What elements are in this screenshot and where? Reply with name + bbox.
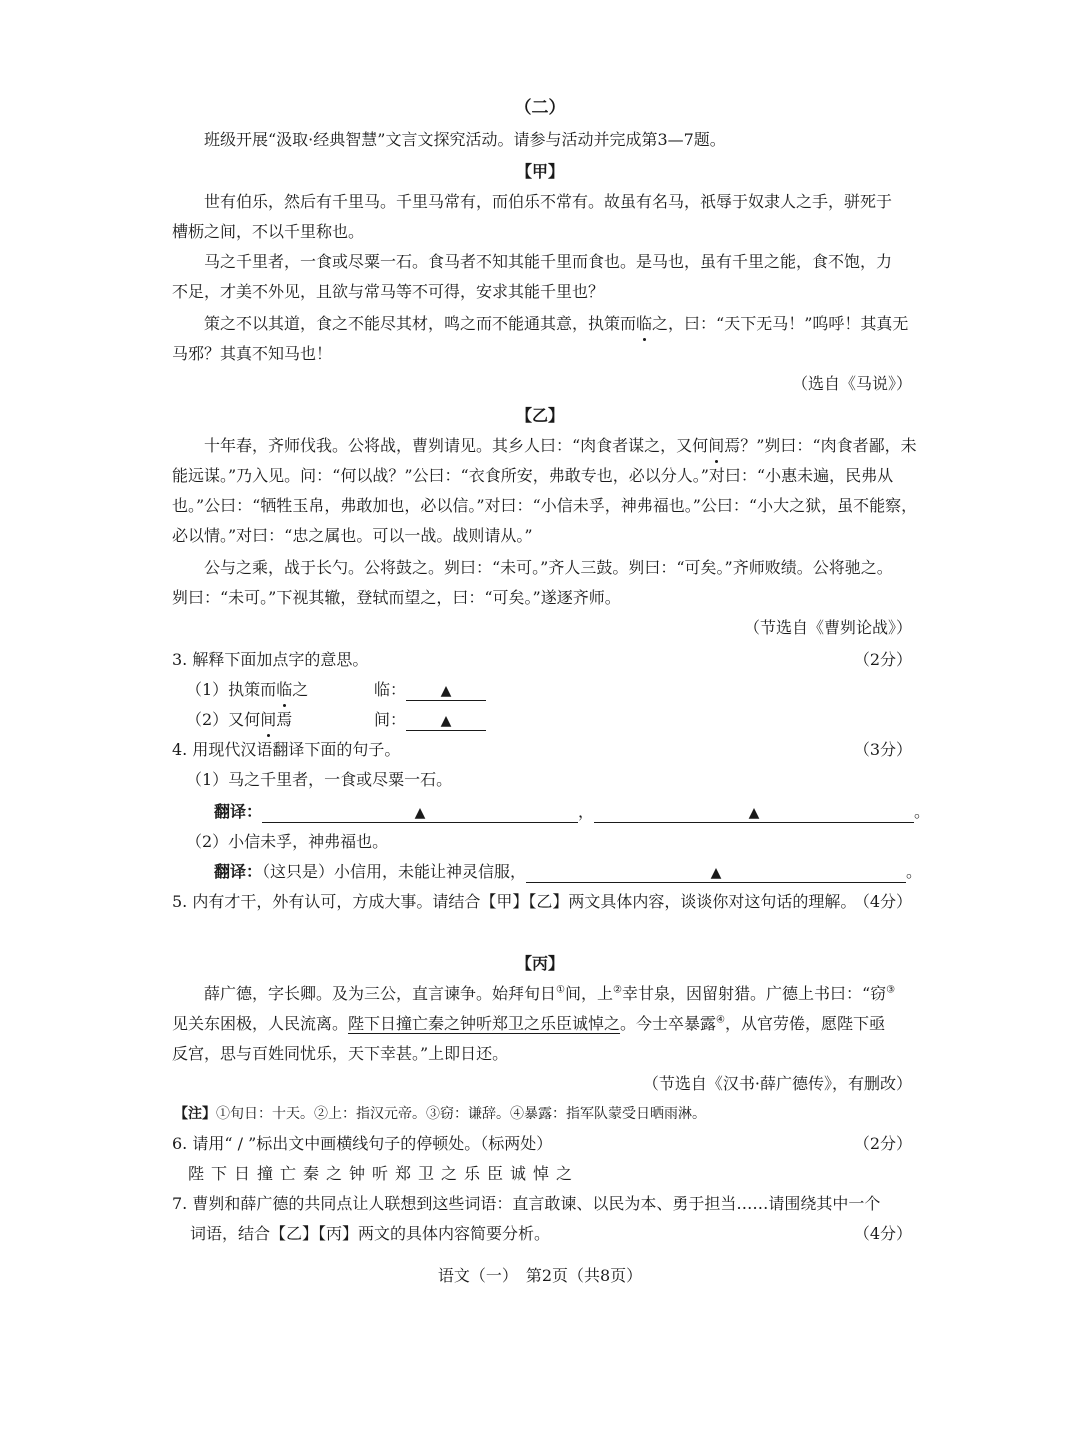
q7-line1: 7. 曹刿和薛广德的共同点让人联想到这些词语：直言敢谏、以民为本、勇于担当……请围绕其中一个 xyxy=(172,1194,881,1213)
translate-label: 翻译： xyxy=(214,862,263,881)
q4-given-translation: （这只是）小信用，未能让神灵信服， xyxy=(262,862,527,881)
q3-item1-text-b: 之 xyxy=(292,680,309,699)
q4-answer-blank-2[interactable] xyxy=(526,862,906,883)
q3-item2-text-b: 焉 xyxy=(276,710,293,729)
q6-score: （2分） xyxy=(853,1134,912,1153)
comma: ， xyxy=(578,802,595,821)
bing-line2-text-b: 。今士卒暴露 xyxy=(620,1014,717,1033)
bing-line3: 反宫，思与百姓同忧乐，天下幸甚。”上即日还。 xyxy=(172,1044,509,1063)
bing-line1-text-b: 间，上 xyxy=(564,984,613,1003)
yi-line2: 能远谋。”乃入见。问：“何以战？”公曰：“衣食所安，弗敢专也，必以分人。”对曰：“小惠未遍，民弗从 xyxy=(172,466,894,485)
footnote-ref-2: ② xyxy=(613,984,622,996)
q6-sentence[interactable]: 陛下日撞亡秦之钟听郑卫之乐臣诚悼之 xyxy=(188,1164,580,1183)
q3-answer-blank-2[interactable] xyxy=(406,710,486,731)
intro-text: 班级开展“汲取·经典智慧”文言文探究活动。请参与活动并完成第3—7题。 xyxy=(204,130,726,149)
q4-translate-2 xyxy=(214,860,922,884)
period: 。 xyxy=(914,802,931,821)
q3-item2-answer xyxy=(374,708,486,732)
section-title: （二） xyxy=(514,98,566,118)
jia-p3-text-a: 策之不以其道，食之不能尽其材，鸣之而不能通其意，执策而 xyxy=(204,314,637,333)
translate-label: 翻译： xyxy=(214,802,263,821)
triangle-marker: ▲ xyxy=(710,865,722,881)
yi-line1-text-b: 焉？”刿曰：“肉食者鄙，未 xyxy=(724,436,917,455)
q4-stem: 4. 用现代汉语翻译下面的句子。 xyxy=(172,740,401,759)
heading-yi: 【乙】 xyxy=(515,406,564,425)
underlined-sentence: 陛下日撞亡秦之钟听郑卫之乐臣诚悼之 xyxy=(348,1014,621,1033)
jia-p3-text-b: 之，曰：“天下无马！”呜呼！其真无 xyxy=(652,314,909,333)
dotted-char: 间 xyxy=(260,708,276,732)
triangle-marker: ▲ xyxy=(440,713,452,729)
dotted-char: 临 xyxy=(276,678,292,702)
yi-source: （节选自《曹刿论战》） xyxy=(743,618,912,637)
bing-line1-text-a: 薛广德，字长卿。及为三公，直言谏争。始拜旬日 xyxy=(204,984,557,1003)
jia-p1-line2: 槽枥之间，不以千里称也。 xyxy=(172,222,365,241)
q3-score: （2分） xyxy=(853,650,912,669)
jia-p3-line1 xyxy=(204,312,908,336)
q7-line2: 词语，结合【乙】【丙】两文的具体内容简要分析。 xyxy=(190,1224,551,1243)
q4-translate-1 xyxy=(214,800,930,824)
yi-line4: 必以情。”对曰：“忠之属也。可以一战。战则请从。” xyxy=(172,526,533,545)
bing-line2 xyxy=(172,1012,885,1036)
triangle-marker: ▲ xyxy=(414,805,426,821)
triangle-marker: ▲ xyxy=(748,805,760,821)
jia-p2-line2: 不足，才美不外见，且欲与常马等不可得，安求其能千里也？ xyxy=(172,282,605,301)
footnote-ref-1: ① xyxy=(556,984,565,996)
jia-source: （选自《马说》） xyxy=(791,374,912,393)
q3-item1-answer xyxy=(374,678,486,702)
q3-item2-label: 间： xyxy=(374,710,407,729)
dotted-char-lin: 临 xyxy=(636,312,652,336)
bing-line2-text-a: 见关东困极，人民流离。 xyxy=(172,1014,349,1033)
q3-answer-blank-1[interactable] xyxy=(406,680,486,701)
bing-line2-text-c: ，从官劳倦，愿陛下亟 xyxy=(725,1014,886,1033)
bing-source: （节选自《汉书·薛广德传》，有删改） xyxy=(642,1074,912,1093)
q3-stem: 3. 解释下面加点字的意思。 xyxy=(172,650,369,669)
q5-stem: 5. 内有才干，外有认可，方成大事。请结合【甲】【乙】两文具体内容，谈谈你对这句话的理解。 xyxy=(172,892,857,911)
jia-p1-line1: 世有伯乐，然后有千里马。千里马常有，而伯乐不常有。故虽有名马，祇辱于奴隶人之手，骈死于 xyxy=(204,192,893,211)
q3-item1-label: 临： xyxy=(374,680,407,699)
yi-line3: 也。”公曰：“牺牲玉帛，弗敢加也，必以信。”对曰：“小信未孚，神弗福也。”公曰：“小大之狱，虽不能察， xyxy=(172,496,918,515)
yi-line5: 公与之乘，战于长勺。公将鼓之。刿曰：“未可。”齐人三鼓。刿曰：“可矣。”齐师败绩。公将驰之。 xyxy=(204,558,893,577)
q4-sentence1: （1）马之千里者，一食或尽粟一石。 xyxy=(186,770,453,789)
jia-p2-line1: 马之千里者，一食或尽粟一石。食马者不知其能千里而食也。是马也，虽有千里之能，食不饱，力 xyxy=(204,252,893,271)
q5-score: （4分） xyxy=(853,892,912,911)
yi-line1 xyxy=(204,434,917,458)
jia-p3-line2: 马邪？其真不知马也！ xyxy=(172,344,333,363)
heading-jia: 【甲】 xyxy=(515,162,564,181)
q7-score: （4分） xyxy=(853,1224,912,1243)
period: 。 xyxy=(906,862,923,881)
note-text: ①旬日：十天。②上：指汉元帝。③窃：谦辞。④暴露：指军队蒙受日晒雨淋。 xyxy=(216,1106,706,1122)
q4-sentence2: （2）小信未孚，神弗福也。 xyxy=(186,832,389,851)
triangle-marker: ▲ xyxy=(440,683,452,699)
bing-line1-text-c: 幸甘泉，因留射猎。广德上书曰：“窃 xyxy=(621,984,887,1003)
q3-item1 xyxy=(186,678,308,702)
footnote-ref-4: ④ xyxy=(716,1014,726,1026)
dotted-char-jian: 间 xyxy=(708,434,724,458)
q6-stem: 6. 请用“ / ”标出文中画横线句子的停顿处。（标两处） xyxy=(172,1134,553,1153)
q4-answer-blank-1a[interactable] xyxy=(262,802,578,823)
page-footer: 语文（一） 第2页（共8页） xyxy=(437,1266,643,1285)
heading-bing: 【丙】 xyxy=(515,954,564,973)
yi-line6: 刿曰：“未可。”下视其辙，登轼而望之，曰：“可矣。”遂逐齐师。 xyxy=(172,588,621,607)
q3-item2-text-a: （2）又何 xyxy=(186,710,261,729)
q4-score: （3分） xyxy=(853,740,912,759)
bing-notes xyxy=(174,1102,706,1126)
footnote-ref-3: ③ xyxy=(886,984,896,996)
q3-item2 xyxy=(186,708,292,732)
yi-line1-text-a: 十年春，齐师伐我。公将战，曹刿请见。其乡人曰：“肉食者谋之，又何 xyxy=(204,436,709,455)
bing-line1 xyxy=(204,982,895,1006)
q3-item1-text-a: （1）执策而 xyxy=(186,680,277,699)
note-label: 【注】 xyxy=(174,1106,216,1122)
q4-answer-blank-1b[interactable] xyxy=(594,802,914,823)
